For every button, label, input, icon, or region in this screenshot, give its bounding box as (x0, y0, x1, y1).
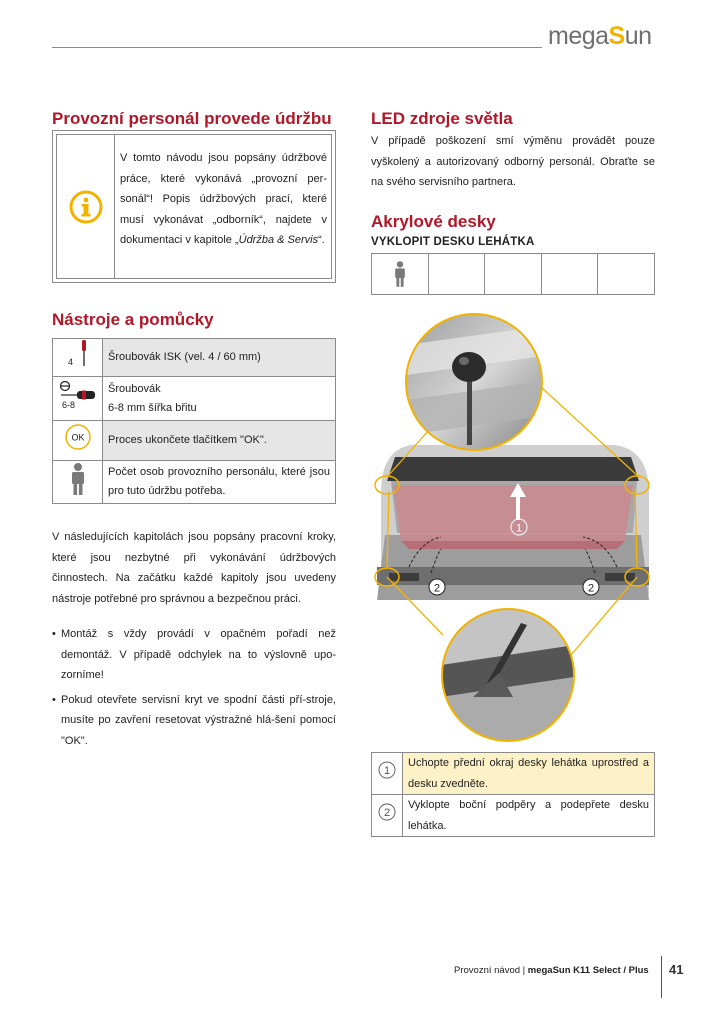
svg-text:1: 1 (515, 522, 523, 535)
tool-description: Šroubovák ISK (vel. 4 / 60 mm) (103, 339, 336, 377)
steps-table (371, 752, 655, 837)
table-row (53, 461, 336, 504)
page-number: 41 (669, 962, 684, 977)
section-title-maintenance: Provozní personál provede údržbu (52, 109, 332, 128)
section-title-led: LED zdroje světla (371, 109, 513, 128)
step-text: Vyklopte boční podpěry a podepřete desku lehátka. (403, 795, 655, 837)
svg-text:4: 4 (67, 357, 73, 367)
svg-text:1: 1 (383, 765, 391, 778)
svg-text:6-8: 6-8 (61, 400, 75, 410)
person-icon (53, 461, 103, 504)
ok-button-icon (53, 421, 103, 461)
info-note-text: V tomto návodu jsou popsány údržbové práce, které vykonává „provozní per-sonál“! Popis údržbových prací, které musí vykonávat „odborník“, najdete v dokumentaci v kapitole „Údržba & Servis“. (120, 152, 327, 246)
footer-divider (661, 956, 662, 998)
acrylic-panel-illustration (371, 305, 655, 745)
footer-text: Provozní návod | megaSun K11 Select / Plus (454, 965, 649, 976)
step-number (372, 795, 403, 837)
step-text: Uchopte přední okraj desky lehátka uprostřed a desku zvedněte. (403, 753, 655, 795)
tool-description: Proces ukončete tlačítkem "OK". (103, 421, 336, 461)
screwdriver-isk-icon (53, 339, 103, 377)
svg-text:2: 2 (433, 582, 441, 595)
list-item: • Montáž s vždy provádí v opačném pořadí než demontáž. V případě odchylek na to výslovně upo-zorníme! (52, 624, 336, 686)
flat-screwdriver-icon (53, 377, 103, 421)
list-item: • Pokud otevřete servisní kryt ve spodní části pří-stroje, musíte po zavření resetovat výstražné hlá-šení pomocí "OK". (52, 690, 336, 752)
table-row (372, 753, 655, 795)
tool-description: Šroubovák 6-8 mm šířka břitu (103, 377, 336, 421)
empty-cell (598, 254, 654, 294)
svg-text:2: 2 (383, 807, 391, 820)
notes-list (52, 624, 336, 755)
tool-description: Počet osob provozního personálu, které jsou pro tuto údržbu potřeba. (103, 461, 336, 504)
intro-paragraph: V následujících kapitolách jsou popsány pracovní kroky, které jsou nezbytné při vykonávání údržbových činnostech. Na začátku každé kapitoly jsou uvedeny nástroje potřebné pro správnou a bezpečnou práci. (52, 531, 336, 605)
info-icon (57, 135, 115, 278)
table-row (53, 377, 336, 421)
table-row (53, 339, 336, 377)
info-note (52, 130, 336, 283)
chapter-reference: Údržba & Servis (238, 234, 319, 246)
table-row (372, 795, 655, 837)
step-number (372, 753, 403, 795)
subsection-title: VYKLOPIT DESKU LEHÁTKA (371, 236, 535, 248)
section-title-tools: Nástroje a pomůcky (52, 310, 214, 329)
persons-required-bar (371, 253, 655, 295)
empty-cell (429, 254, 486, 294)
header-rule (52, 47, 542, 48)
empty-cell (542, 254, 599, 294)
empty-cell (485, 254, 542, 294)
led-paragraph: V případě poškození smí výměnu provádět pouze vyškolený a autorizovaný odborný personál. Obraťte se na svého servisního partnera. (371, 135, 655, 188)
section-title-acrylic: Akrylové desky (371, 212, 496, 231)
svg-text:OK: OK (70, 432, 85, 443)
tools-table (52, 338, 336, 504)
svg-text:2: 2 (587, 582, 595, 595)
person-icon (372, 254, 429, 294)
brand-logo: megaSun (548, 22, 652, 50)
table-row (53, 421, 336, 461)
